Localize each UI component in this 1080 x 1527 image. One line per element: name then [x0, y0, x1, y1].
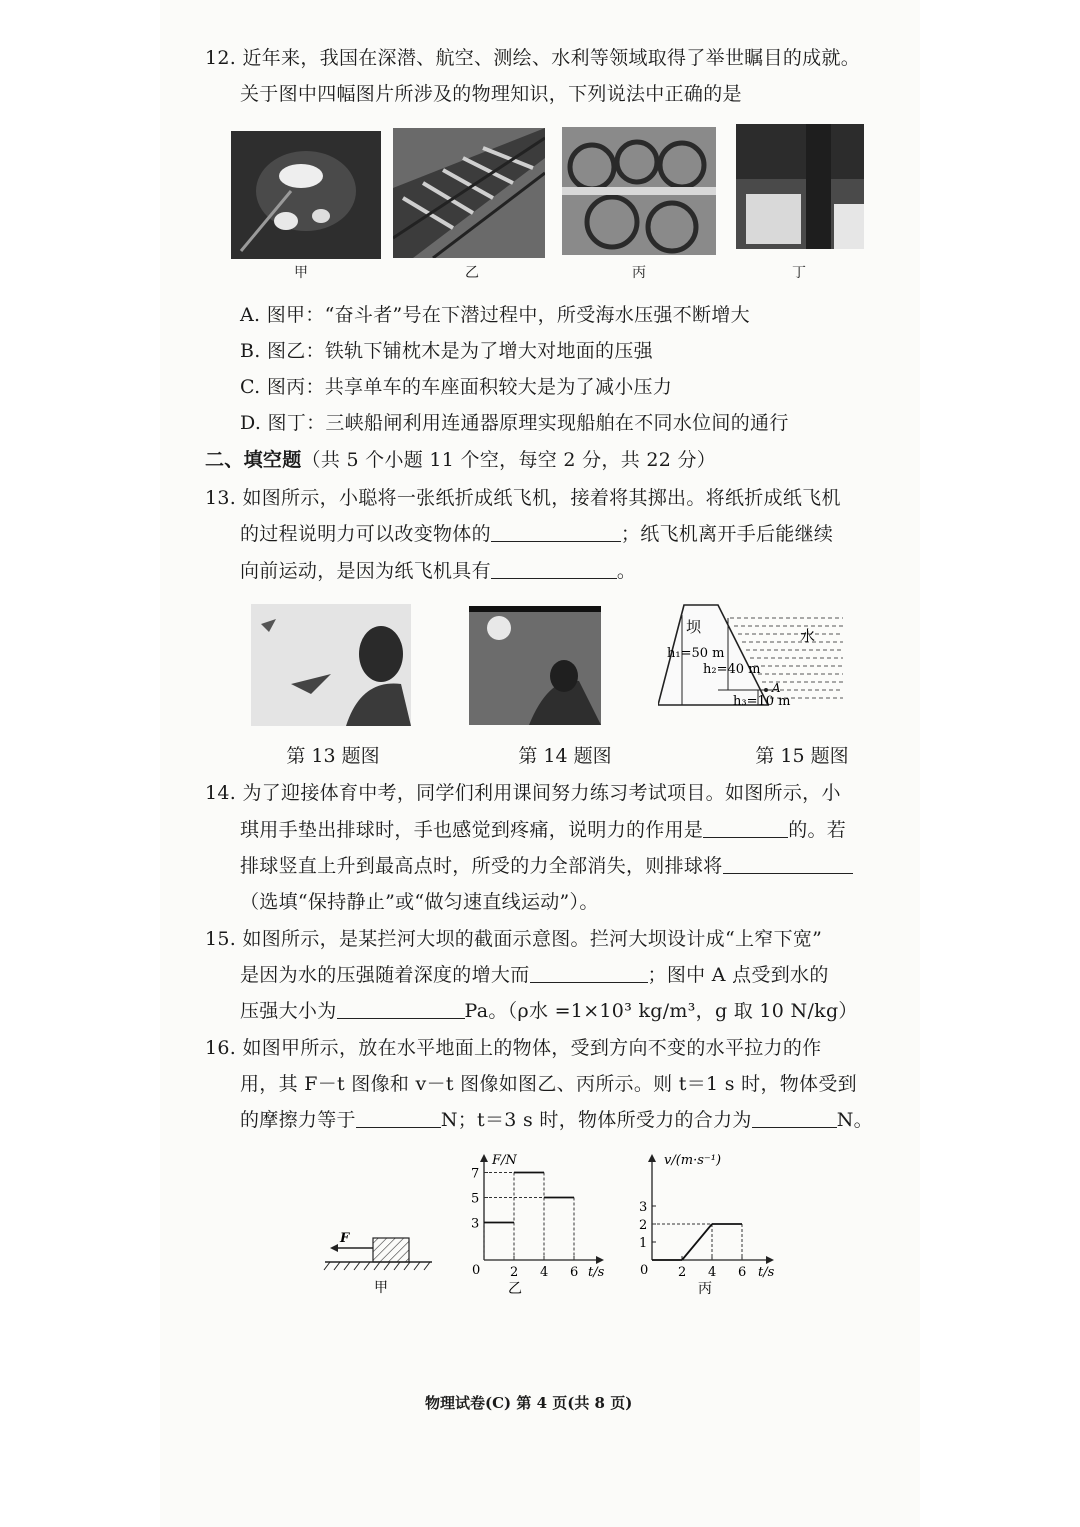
force-arrowhead: [330, 1244, 338, 1252]
caption-jia: 甲: [294, 265, 308, 281]
ground-hatching: [324, 1262, 430, 1270]
h2-label: h₂=40 m: [703, 662, 761, 677]
q15-line2-text-b: ；图中 A 点受到水的: [647, 964, 829, 986]
ft-y-axis-arrow: [480, 1154, 488, 1162]
dam-cross-section-diagram: [658, 595, 848, 715]
q14-line1: 14. 为了迎接体育中考，同学们利用课间努力练习考试项目。如图所示，小: [205, 782, 841, 804]
q15-line3: [240, 997, 858, 1025]
q12-stem-line1: 12. 近年来，我国在深潜、航空、测绘、水利等领域取得了举世瞩目的成就。: [205, 47, 861, 69]
block: [373, 1238, 409, 1262]
vt-y-axis-arrow: [648, 1154, 656, 1162]
ft-x-tick-label: 2: [510, 1265, 519, 1280]
q13-line3-text-b: 。: [616, 560, 637, 582]
vt-y-tick-label: 1: [639, 1236, 648, 1251]
q15-line2: [240, 961, 829, 989]
figure-14-caption: 第 14 题图: [518, 745, 612, 767]
vt-x-axis-arrow: [766, 1256, 774, 1264]
vt-ylabel: v/(m·s⁻¹): [664, 1153, 722, 1168]
q15-line2-text-a: 是因为水的压强随着深度的增大而: [240, 964, 530, 986]
q15-blank-2[interactable]: [337, 998, 465, 1019]
ft-x-tick-label: 6: [570, 1265, 579, 1280]
q14-line3-text: 排球竖直上升到最高点时，所受的力全部消失，则排球将: [240, 855, 723, 877]
chart-f-t: [464, 1148, 616, 1298]
q13-blank-1[interactable]: [491, 521, 621, 542]
ft-x-axis-arrow: [596, 1256, 604, 1264]
q13-line2-text-b: ；纸飞机离开手后能继续: [620, 523, 834, 545]
caption-ding: 丁: [792, 265, 806, 281]
figure-15-caption: 第 15 题图: [755, 745, 849, 767]
q16-blank-2[interactable]: [752, 1107, 837, 1128]
q15-blank-1[interactable]: [530, 962, 648, 983]
dam-label: 坝: [686, 618, 702, 636]
q15-line1: 15. 如图所示，是某拦河大坝的截面示意图。拦河大坝设计成“上窄下宽”: [205, 928, 823, 950]
vt-series-segment: [682, 1224, 712, 1260]
ft-y-tick-label: 3: [471, 1216, 480, 1232]
q12-option-c: C. 图丙：共享单车的车座面积较大是为了减小压力: [240, 376, 673, 398]
page-footer: 物理试卷(C) 第 4 页(共 8 页): [425, 1394, 633, 1412]
q16-line3-text-c: N。: [836, 1109, 873, 1131]
q16-line3-text-a: 的摩擦力等于: [240, 1109, 356, 1131]
figure-16-block-diagram: [320, 1228, 440, 1298]
q16-line3-text-b: N；t＝3 s 时，物体所受力的合力为: [440, 1109, 752, 1131]
q13-line3-text-a: 向前运动，是因为纸飞机具有: [240, 560, 491, 582]
vt-y-tick-label: 3: [639, 1200, 648, 1215]
ft-ylabel: F/N: [492, 1153, 517, 1168]
photo-q13-paper-plane: [251, 604, 411, 726]
ft-y-tick-label: 7: [471, 1166, 480, 1182]
vt-x-tick-label: 0: [640, 1263, 649, 1278]
q14-line3: [240, 852, 853, 880]
figure-13-caption: 第 13 题图: [286, 745, 380, 767]
q16-line2: 用，其 F－t 图像和 v－t 图像如图乙、丙所示。则 t＝1 s 时，物体受到: [240, 1073, 857, 1095]
photo-yi-railway: [393, 128, 545, 258]
section2-heading: [205, 446, 716, 474]
vt-xlabel: t/s: [758, 1265, 775, 1280]
q13-blank-2[interactable]: [491, 558, 617, 579]
ft-xlabel: t/s: [588, 1265, 605, 1280]
point-a-marker: [764, 688, 768, 692]
section2-title: 二、填空题: [205, 449, 302, 471]
q13-line3: [240, 557, 636, 585]
q14-line4: （选填“保持静止”或“做匀速直线运动”）。: [240, 891, 599, 913]
vt-x-tick-label: 2: [678, 1265, 687, 1280]
force-label: F: [340, 1231, 350, 1246]
q15-line3-text-b: Pa。（ρ水 =1×10³ kg/m³，g 取 10 N/kg）: [464, 1000, 858, 1022]
caption-bing: 丙: [632, 265, 646, 281]
q14-line2-text-a: 琪用手垫出排球时，手也感觉到疼痛，说明力的作用是: [240, 819, 704, 841]
ft-x-tick-label: 4: [540, 1265, 549, 1280]
h3-label: h₃=10 m: [733, 694, 791, 709]
q13-line1: 13. 如图所示，小聪将一张纸折成纸飞机，接着将其掷出。将纸折成纸飞机: [205, 487, 841, 509]
photo-ding-three-gorges-lock: [736, 124, 864, 249]
vt-y-tick-label: 2: [639, 1218, 648, 1233]
vt-x-tick-label: 6: [738, 1265, 747, 1280]
h1-label: h₁=50 m: [667, 646, 725, 661]
caption-fig16-jia: 甲: [374, 1280, 388, 1296]
caption-fig16-yi: 乙: [508, 1281, 522, 1297]
caption-yi: 乙: [465, 265, 479, 281]
chart-v-t: [632, 1148, 792, 1298]
q16-blank-1[interactable]: [356, 1107, 441, 1128]
q14-line2-text-b: 的。若: [788, 819, 847, 841]
q14-blank-2[interactable]: [723, 853, 853, 874]
q12-option-d: D. 图丁：三峡船闸利用连通器原理实现船舶在不同水位间的通行: [240, 412, 789, 434]
q12-option-b: B. 图乙：铁轨下铺枕木是为了增大对地面的压强: [240, 340, 653, 362]
vt-x-tick-label: 4: [708, 1265, 717, 1280]
ft-y-tick-label: 5: [471, 1191, 480, 1207]
q16-line3: [240, 1106, 873, 1134]
q14-blank-1[interactable]: [703, 817, 788, 838]
ft-x-tick-label: 0: [472, 1263, 481, 1278]
q16-line1: 16. 如图甲所示，放在水平地面上的物体，受到方向不变的水平拉力的作: [205, 1037, 822, 1059]
q14-line2: [240, 816, 846, 844]
q15-line3-text-a: 压强大小为: [240, 1000, 337, 1022]
photo-q14-volleyball: [469, 606, 601, 725]
q13-line2: [240, 520, 833, 548]
photo-jia-submersible: [231, 131, 381, 259]
q13-line2-text-a: 的过程说明力可以改变物体的: [240, 523, 491, 545]
section2-info: （共 5 个小题 11 个空，每空 2 分，共 22 分）: [301, 449, 717, 471]
water-label: 水: [800, 627, 816, 645]
q12-option-a: A. 图甲：“奋斗者”号在下潜过程中，所受海水压强不断增大: [240, 304, 750, 326]
q12-stem-line2: 关于图中四幅图片所涉及的物理知识，下列说法中正确的是: [240, 83, 742, 105]
photo-bing-shared-bikes: [562, 127, 716, 255]
point-a-label: A: [772, 681, 781, 695]
caption-fig16-bing: 丙: [698, 1281, 712, 1297]
